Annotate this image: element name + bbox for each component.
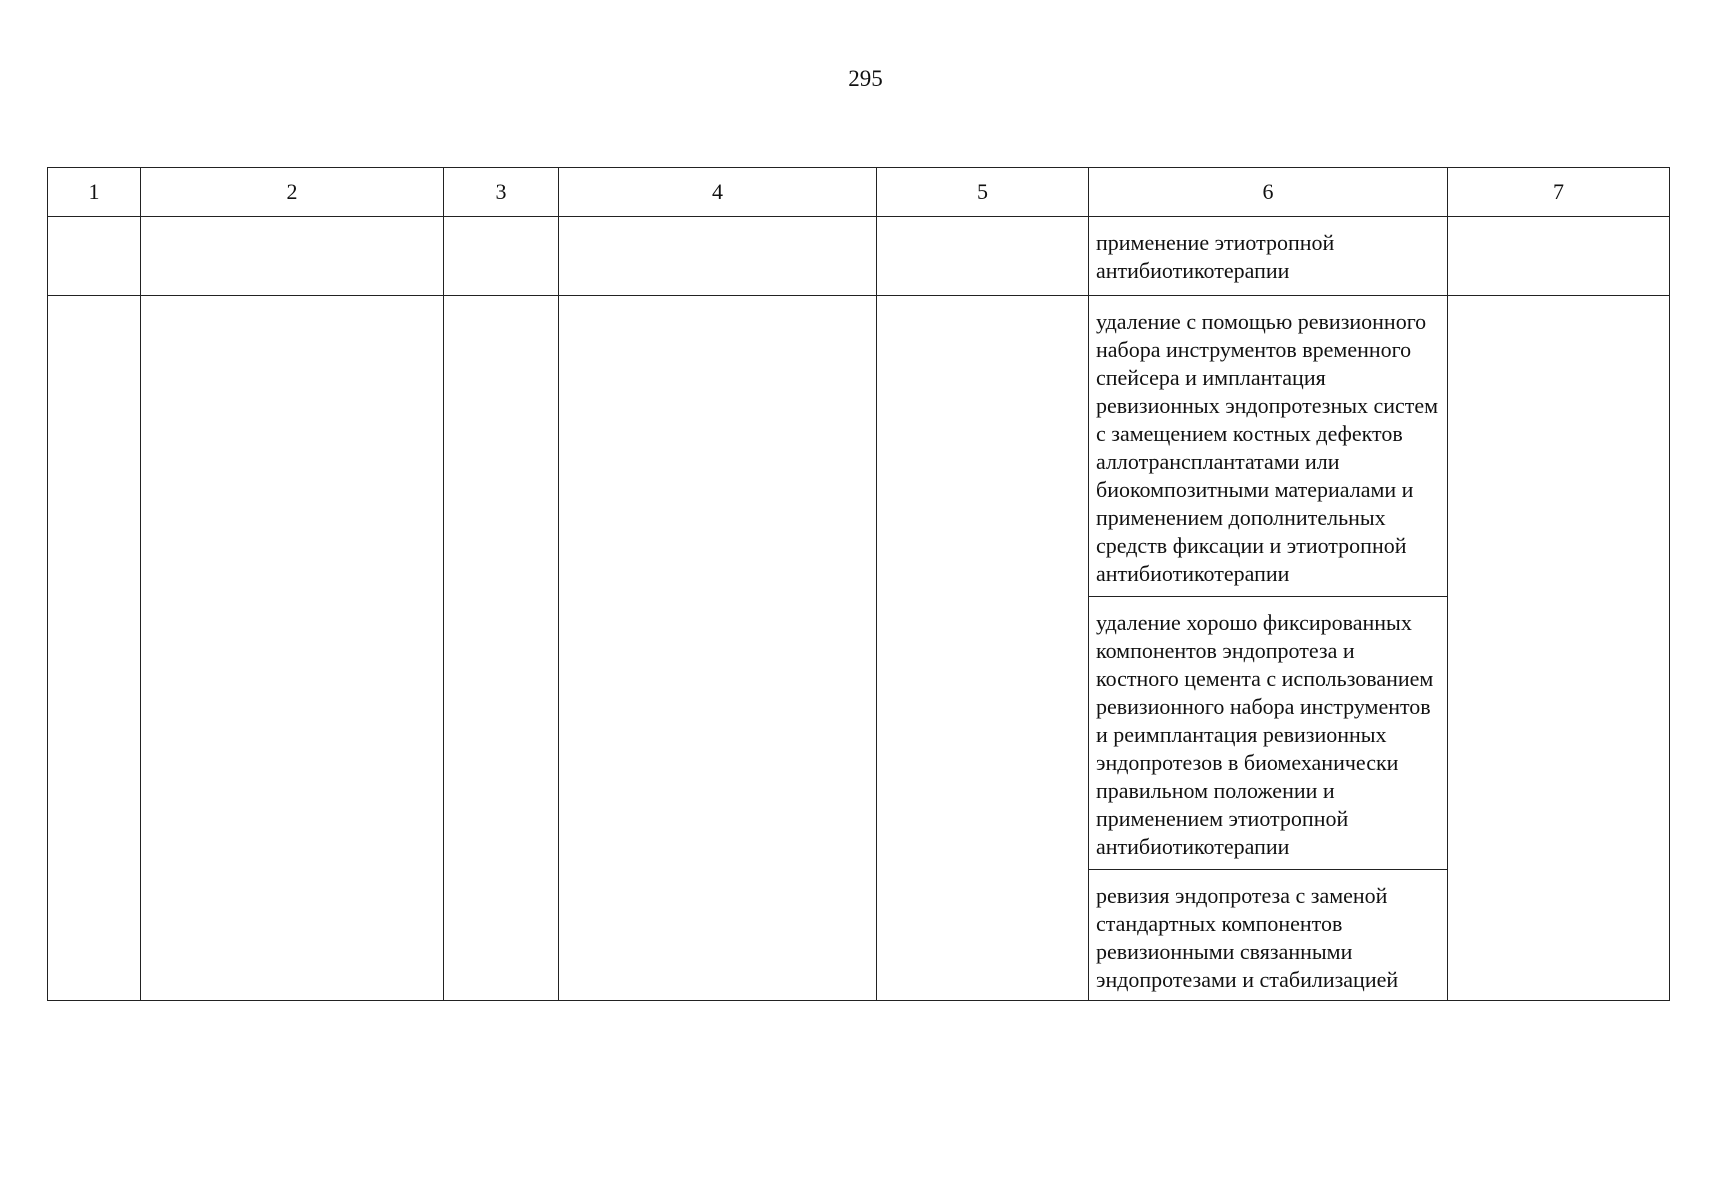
page-number: 295 xyxy=(848,66,883,91)
list-item: ревизия эндопротеза с заменой стандартных компонентов ревизионными связанными эндопротезами и стабилизацией xyxy=(1096,883,1399,992)
list-item: удаление хорошо фиксированных компонентов эндопротеза и костного цемента с использованием ревизионного набора инструментов и реимплантация ревизионных эндопротезов в биомеханически правильном положении и применением этиотропной антибиотикотерапии xyxy=(1089,597,1447,870)
column-header-6: 6 xyxy=(1089,168,1448,217)
column-header-7: 7 xyxy=(1448,168,1670,217)
column-header-4: 4 xyxy=(559,168,877,217)
cell-text: применение этиотропной антибиотикотерапии xyxy=(1096,230,1335,283)
column-header-1: 1 xyxy=(48,168,141,217)
table-cell-empty xyxy=(559,296,877,1001)
table-row xyxy=(48,217,1670,296)
document-table xyxy=(47,167,1670,1001)
table-cell-empty xyxy=(1448,217,1670,296)
table-cell-empty xyxy=(559,217,877,296)
table-cell-empty xyxy=(444,296,559,1001)
table-cell-col6 xyxy=(1089,296,1448,1001)
list-item: удаление с помощью ревизионного набора инструментов временного спейсера и имплантация ревизионных эндопротезных систем с замещением костных дефектов аллотрансплантатами или биокомпозитными материалами и применением дополнительных средств фиксации и этиотропной антибиотикотерапии xyxy=(1089,296,1447,597)
column-header-5: 5 xyxy=(877,168,1089,217)
table-cell-empty xyxy=(1448,296,1670,1001)
table-cell-empty xyxy=(444,217,559,296)
header-row xyxy=(48,168,1670,217)
table-cell-empty xyxy=(48,296,141,1001)
column-header-3: 3 xyxy=(444,168,559,217)
table-cell-empty xyxy=(877,296,1089,1001)
table-cell-empty xyxy=(48,217,141,296)
table-cell-empty xyxy=(141,217,444,296)
table-cell-col6 xyxy=(1089,217,1448,296)
column-header-2: 2 xyxy=(141,168,444,217)
table-row xyxy=(48,296,1670,1001)
table-cell-empty xyxy=(141,296,444,1001)
table-cell-empty xyxy=(877,217,1089,296)
